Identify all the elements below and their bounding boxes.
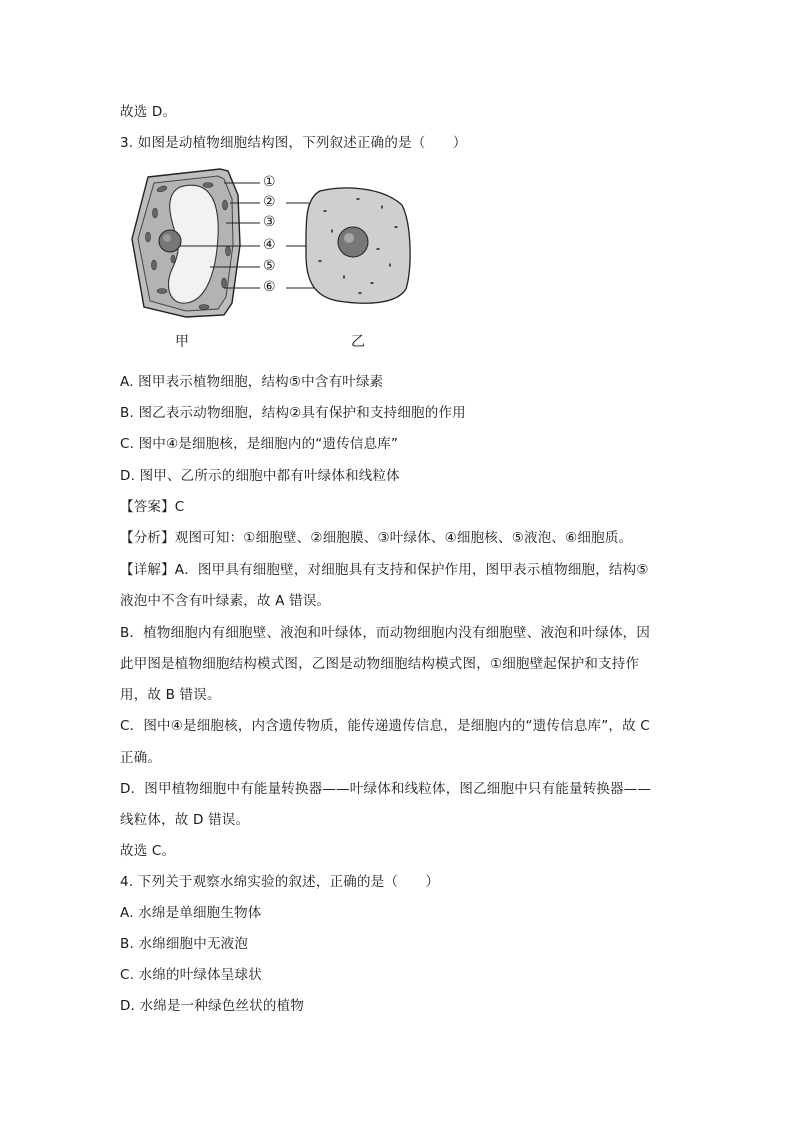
label-5: ⑤ <box>263 258 276 274</box>
plant-cell-nucleus <box>159 230 181 252</box>
detail-3: B．植物细胞内有细胞壁、液泡和叶绿体，而动物细胞内没有细胞壁、液泡和叶绿体，因 <box>120 625 651 641</box>
cell-diagram <box>120 165 420 355</box>
caption-yi: 乙 <box>351 334 365 350</box>
answer: 【答案】C <box>120 499 185 515</box>
label-3: ③ <box>263 214 276 230</box>
q4-option-d: D. 水绵是一种绿色丝状的植物 <box>120 998 304 1014</box>
detail-7: 正确。 <box>120 750 162 766</box>
q4-option-b: B. 水绵细胞中无液泡 <box>120 936 249 952</box>
question-3-stem: 3. 如图是动植物细胞结构图，下列叙述正确的是（ ） <box>120 135 467 151</box>
q4-option-a: A. 水绵是单细胞生物体 <box>120 905 262 921</box>
detail-2: 液泡中不含有叶绿素，故 A 错误。 <box>120 593 331 609</box>
caption-jia: 甲 <box>175 334 189 350</box>
detail-9: 线粒体，故 D 错误。 <box>120 812 250 828</box>
option-a: A. 图甲表示植物细胞，结构⑤中含有叶绿素 <box>120 374 384 390</box>
detail-1: 【详解】A．图甲具有细胞壁，对细胞具有支持和保护作用，图甲表示植物细胞，结构⑤ <box>120 562 649 578</box>
animal-cell-nucleus <box>338 227 368 257</box>
text-line-1: 故选 D。 <box>120 104 177 120</box>
label-2: ② <box>263 194 276 210</box>
analysis: 【分析】观图可知：①细胞壁、②细胞膜、③叶绿体、④细胞核、⑤液泡、⑥细胞质。 <box>120 530 633 546</box>
detail-6: C．图中④是细胞核，内含遗传物质，能传递遗传信息，是细胞内的“遗传信息库”，故 C <box>120 718 650 734</box>
q4-option-c: C. 水绵的叶绿体呈球状 <box>120 967 262 983</box>
detail-8: D．图甲植物细胞中有能量转换器——叶绿体和线粒体，图乙细胞中只有能量转换器—— <box>120 781 652 797</box>
question-4-stem: 4. 下列关于观察水绵实验的叙述，正确的是（ ） <box>120 874 440 890</box>
option-d: D. 图甲、乙所示的细胞中都有叶绿体和线粒体 <box>120 468 400 484</box>
detail-5: 用，故 B 错误。 <box>120 687 221 703</box>
label-4: ④ <box>263 237 276 253</box>
option-c: C. 图中④是细胞核，是细胞内的“遗传信息库” <box>120 436 399 452</box>
option-b: B. 图乙表示动物细胞，结构②具有保护和支持细胞的作用 <box>120 405 466 421</box>
label-6: ⑥ <box>263 279 276 295</box>
label-1: ① <box>263 174 276 190</box>
detail-4: 此甲图是植物细胞结构模式图，乙图是动物细胞结构模式图，①细胞壁起保护和支持作 <box>120 656 640 672</box>
choose-c: 故选 C。 <box>120 843 176 859</box>
